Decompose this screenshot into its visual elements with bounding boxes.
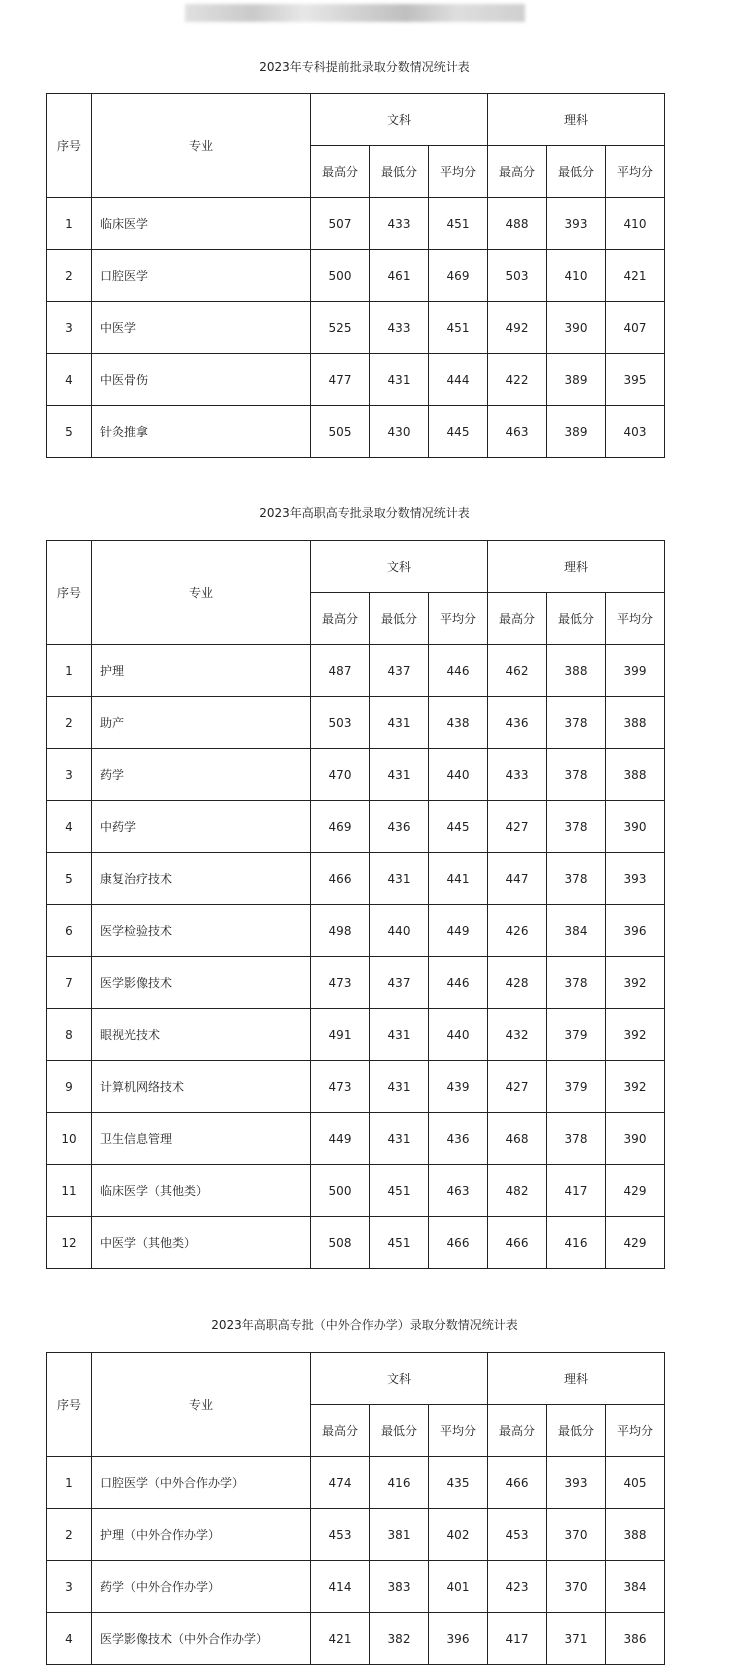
cell-no: 4 [47,1613,92,1665]
cell-like-max: 428 [488,957,547,1009]
cell-wenke-min: 431 [370,1113,429,1165]
cell-major: 计算机网络技术 [92,1061,311,1113]
cell-major: 药学 [92,749,311,801]
cell-like-min: 378 [547,957,606,1009]
header-wenke-max: 最高分 [311,593,370,645]
cell-wenke-avg: 446 [429,645,488,697]
cell-no: 2 [47,1509,92,1561]
cell-major: 中医学（其他类） [92,1217,311,1269]
cell-like-min: 389 [547,406,606,458]
cell-like-min: 378 [547,749,606,801]
cell-like-avg: 407 [606,302,665,354]
cell-like-max: 466 [488,1457,547,1509]
cell-like-min: 370 [547,1561,606,1613]
cell-no: 1 [47,198,92,250]
cell-wenke-avg: 444 [429,354,488,406]
cell-like-avg: 390 [606,801,665,853]
cell-like-max: 436 [488,697,547,749]
table-row [47,302,665,354]
cell-wenke-max: 449 [311,1113,370,1165]
cell-wenke-min: 437 [370,645,429,697]
table-row [47,1457,665,1509]
cell-like-min: 378 [547,1113,606,1165]
cell-major: 医学检验技术 [92,905,311,957]
table-row [47,1165,665,1217]
cell-major: 中药学 [92,801,311,853]
header-no: 序号 [47,94,92,198]
cell-major: 临床医学 [92,198,311,250]
header-wenke: 文科 [311,94,488,146]
cell-wenke-avg: 441 [429,853,488,905]
table-row [47,1113,665,1165]
cell-major: 护理 [92,645,311,697]
cell-wenke-min: 431 [370,697,429,749]
header-major: 专业 [92,94,311,198]
header-wenke-min: 最低分 [370,1405,429,1457]
cell-like-max: 503 [488,250,547,302]
cell-wenke-max: 487 [311,645,370,697]
cell-like-min: 410 [547,250,606,302]
cell-wenke-avg: 440 [429,749,488,801]
table-row [47,905,665,957]
cell-wenke-avg: 451 [429,198,488,250]
cell-wenke-max: 470 [311,749,370,801]
cell-wenke-avg: 402 [429,1509,488,1561]
cell-wenke-avg: 469 [429,250,488,302]
cell-like-avg: 396 [606,905,665,957]
cell-wenke-min: 440 [370,905,429,957]
header-wenke-max: 最高分 [311,146,370,198]
cell-wenke-min: 382 [370,1613,429,1665]
table-row [47,1509,665,1561]
cell-no: 5 [47,406,92,458]
cell-like-avg: 429 [606,1165,665,1217]
cell-wenke-min: 436 [370,801,429,853]
cell-no: 8 [47,1009,92,1061]
cell-like-avg: 403 [606,406,665,458]
cell-wenke-max: 421 [311,1613,370,1665]
cell-no: 9 [47,1061,92,1113]
cell-wenke-avg: 466 [429,1217,488,1269]
cell-like-max: 492 [488,302,547,354]
cell-like-avg: 390 [606,1113,665,1165]
cell-no: 4 [47,354,92,406]
cell-like-avg: 399 [606,645,665,697]
cell-wenke-max: 505 [311,406,370,458]
header-like-avg: 平均分 [606,1405,665,1457]
cell-wenke-max: 473 [311,1061,370,1113]
cell-like-min: 378 [547,697,606,749]
blurred-header [185,4,525,22]
cell-like-avg: 429 [606,1217,665,1269]
table-row [47,957,665,1009]
cell-no: 1 [47,1457,92,1509]
cell-wenke-max: 508 [311,1217,370,1269]
cell-no: 2 [47,697,92,749]
cell-like-avg: 384 [606,1561,665,1613]
cell-like-max: 417 [488,1613,547,1665]
cell-major: 医学影像技术（中外合作办学） [92,1613,311,1665]
cell-like-min: 393 [547,198,606,250]
cell-like-max: 422 [488,354,547,406]
header-no: 序号 [47,541,92,645]
header-major: 专业 [92,1353,311,1457]
cell-like-min: 417 [547,1165,606,1217]
cell-like-min: 390 [547,302,606,354]
header-wenke-avg: 平均分 [429,146,488,198]
cell-wenke-min: 383 [370,1561,429,1613]
cell-like-min: 393 [547,1457,606,1509]
header-like-min: 最低分 [547,1405,606,1457]
cell-like-max: 427 [488,1061,547,1113]
cell-wenke-avg: 451 [429,302,488,354]
cell-wenke-max: 500 [311,1165,370,1217]
cell-wenke-min: 433 [370,198,429,250]
cell-wenke-min: 431 [370,853,429,905]
cell-like-min: 379 [547,1009,606,1061]
cell-wenke-avg: 446 [429,957,488,1009]
cell-major: 中医骨伤 [92,354,311,406]
cell-wenke-min: 451 [370,1165,429,1217]
cell-like-min: 388 [547,645,606,697]
cell-wenke-max: 474 [311,1457,370,1509]
cell-no: 2 [47,250,92,302]
cell-like-max: 423 [488,1561,547,1613]
table-row [47,645,665,697]
header-like-avg: 平均分 [606,146,665,198]
table-row [47,406,665,458]
cell-like-min: 370 [547,1509,606,1561]
cell-wenke-avg: 436 [429,1113,488,1165]
cell-wenke-max: 466 [311,853,370,905]
score-table-1 [46,93,665,458]
cell-wenke-avg: 445 [429,801,488,853]
table-row [47,1217,665,1269]
cell-like-min: 389 [547,354,606,406]
table-row [47,749,665,801]
cell-like-max: 432 [488,1009,547,1061]
cell-like-avg: 388 [606,1509,665,1561]
header-like-max: 最高分 [488,593,547,645]
cell-wenke-avg: 401 [429,1561,488,1613]
header-like-min: 最低分 [547,593,606,645]
header-wenke-avg: 平均分 [429,1405,488,1457]
header-wenke-avg: 平均分 [429,593,488,645]
cell-major: 针灸推拿 [92,406,311,458]
cell-wenke-min: 433 [370,302,429,354]
cell-wenke-min: 431 [370,1061,429,1113]
cell-no: 1 [47,645,92,697]
cell-wenke-min: 437 [370,957,429,1009]
score-table-3 [46,1352,665,1665]
cell-like-avg: 388 [606,749,665,801]
cell-wenke-avg: 445 [429,406,488,458]
cell-wenke-max: 477 [311,354,370,406]
cell-wenke-min: 416 [370,1457,429,1509]
header-like: 理科 [488,541,665,593]
cell-wenke-max: 503 [311,697,370,749]
cell-major: 药学（中外合作办学） [92,1561,311,1613]
cell-no: 4 [47,801,92,853]
cell-major: 中医学 [92,302,311,354]
cell-like-avg: 392 [606,957,665,1009]
cell-no: 6 [47,905,92,957]
table-row [47,354,665,406]
cell-like-max: 463 [488,406,547,458]
cell-no: 3 [47,1561,92,1613]
cell-no: 7 [47,957,92,1009]
cell-like-min: 371 [547,1613,606,1665]
cell-like-avg: 395 [606,354,665,406]
cell-like-avg: 410 [606,198,665,250]
cell-no: 3 [47,749,92,801]
cell-wenke-max: 525 [311,302,370,354]
table-row [47,801,665,853]
cell-wenke-max: 491 [311,1009,370,1061]
cell-major: 康复治疗技术 [92,853,311,905]
table-title-1: 2023年专科提前批录取分数情况统计表 [259,60,470,74]
cell-like-max: 433 [488,749,547,801]
cell-wenke-avg: 463 [429,1165,488,1217]
table-row [47,1613,665,1665]
cell-major: 口腔医学（中外合作办学） [92,1457,311,1509]
header-like-avg: 平均分 [606,593,665,645]
cell-like-max: 426 [488,905,547,957]
cell-like-max: 427 [488,801,547,853]
cell-wenke-max: 469 [311,801,370,853]
cell-like-max: 462 [488,645,547,697]
table-row [47,198,665,250]
cell-wenke-avg: 438 [429,697,488,749]
cell-no: 3 [47,302,92,354]
header-wenke: 文科 [311,1353,488,1405]
cell-wenke-max: 507 [311,198,370,250]
cell-wenke-min: 451 [370,1217,429,1269]
header-wenke: 文科 [311,541,488,593]
cell-like-max: 447 [488,853,547,905]
header-like: 理科 [488,94,665,146]
table-title-3: 2023年高职高专批（中外合作办学）录取分数情况统计表 [211,1318,518,1332]
header-wenke-min: 最低分 [370,593,429,645]
table-row [47,1061,665,1113]
table-row [47,1009,665,1061]
cell-major: 口腔医学 [92,250,311,302]
header-wenke-max: 最高分 [311,1405,370,1457]
table-row [47,697,665,749]
cell-major: 医学影像技术 [92,957,311,1009]
cell-like-max: 468 [488,1113,547,1165]
cell-wenke-max: 500 [311,250,370,302]
cell-wenke-avg: 435 [429,1457,488,1509]
header-major: 专业 [92,541,311,645]
cell-no: 10 [47,1113,92,1165]
cell-like-avg: 386 [606,1613,665,1665]
score-table-2 [46,540,665,1269]
cell-major: 助产 [92,697,311,749]
cell-major: 临床医学（其他类） [92,1165,311,1217]
header-no: 序号 [47,1353,92,1457]
cell-no: 12 [47,1217,92,1269]
header-like-min: 最低分 [547,146,606,198]
cell-major: 眼视光技术 [92,1009,311,1061]
cell-wenke-avg: 440 [429,1009,488,1061]
cell-wenke-max: 414 [311,1561,370,1613]
cell-like-min: 416 [547,1217,606,1269]
cell-no: 5 [47,853,92,905]
cell-like-max: 488 [488,198,547,250]
cell-wenke-min: 431 [370,1009,429,1061]
cell-like-avg: 393 [606,853,665,905]
table-row [47,1561,665,1613]
table-row [47,250,665,302]
cell-like-avg: 392 [606,1009,665,1061]
cell-like-avg: 392 [606,1061,665,1113]
cell-like-min: 384 [547,905,606,957]
cell-wenke-max: 498 [311,905,370,957]
table-title-2: 2023年高职高专批录取分数情况统计表 [259,506,470,520]
cell-wenke-min: 461 [370,250,429,302]
header-like: 理科 [488,1353,665,1405]
header-like-max: 最高分 [488,1405,547,1457]
cell-major: 护理（中外合作办学） [92,1509,311,1561]
cell-like-min: 379 [547,1061,606,1113]
cell-wenke-max: 453 [311,1509,370,1561]
cell-like-min: 378 [547,801,606,853]
cell-wenke-min: 381 [370,1509,429,1561]
cell-like-min: 378 [547,853,606,905]
cell-wenke-avg: 439 [429,1061,488,1113]
cell-major: 卫生信息管理 [92,1113,311,1165]
header-like-max: 最高分 [488,146,547,198]
cell-wenke-min: 431 [370,354,429,406]
table-row [47,853,665,905]
cell-like-avg: 421 [606,250,665,302]
cell-like-max: 482 [488,1165,547,1217]
cell-wenke-avg: 449 [429,905,488,957]
cell-like-avg: 405 [606,1457,665,1509]
cell-like-max: 466 [488,1217,547,1269]
cell-no: 11 [47,1165,92,1217]
cell-wenke-avg: 396 [429,1613,488,1665]
header-wenke-min: 最低分 [370,146,429,198]
cell-like-avg: 388 [606,697,665,749]
cell-wenke-min: 430 [370,406,429,458]
cell-wenke-min: 431 [370,749,429,801]
cell-wenke-max: 473 [311,957,370,1009]
cell-like-max: 453 [488,1509,547,1561]
